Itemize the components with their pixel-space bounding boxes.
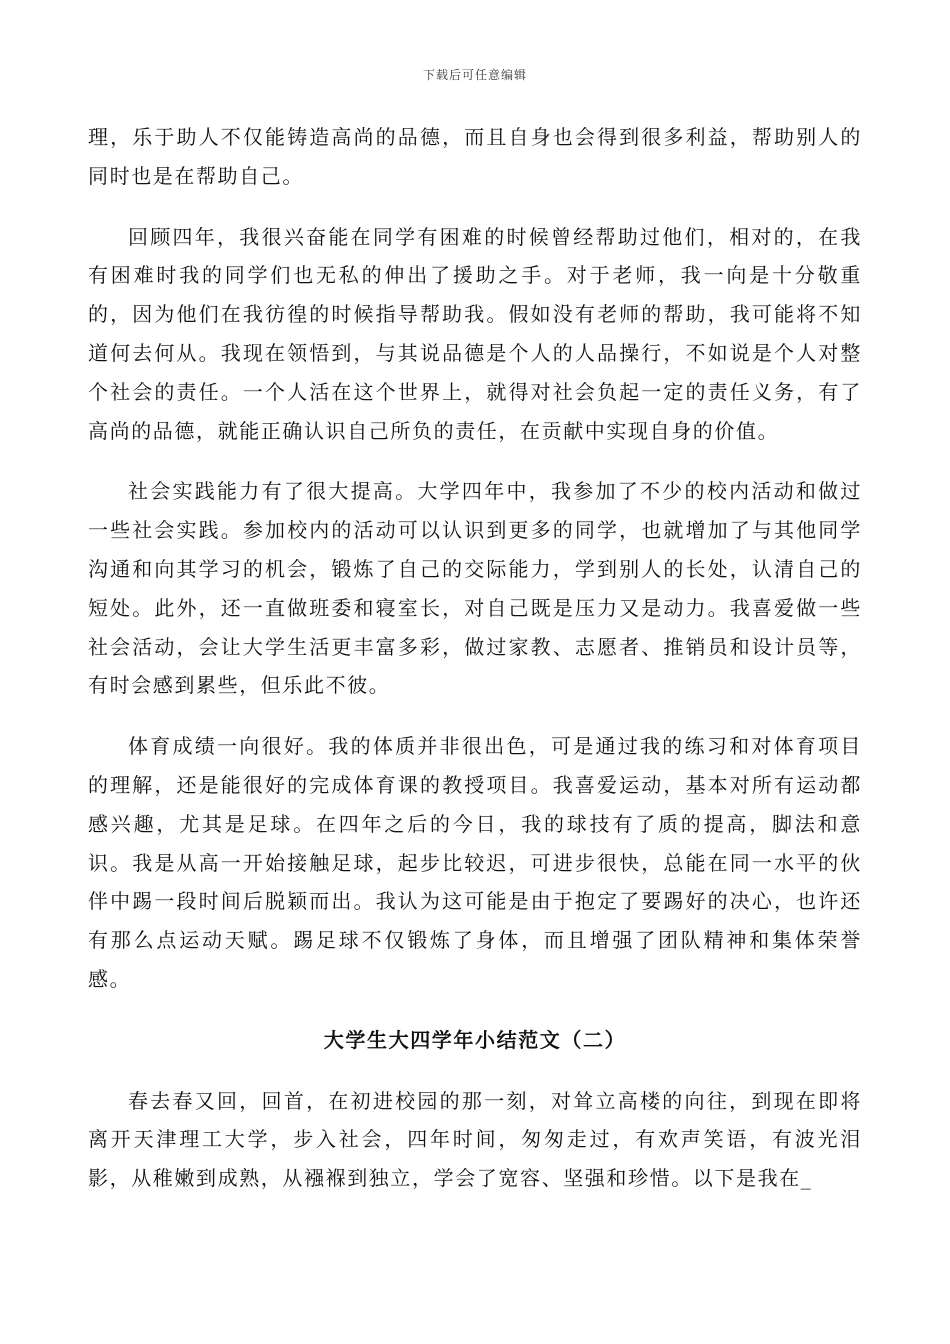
paragraph-continuation: 理，乐于助人不仅能铸造高尚的品德，而且自身也会得到很多利益，帮助别人的同时也是在帮助自己。 <box>88 125 862 188</box>
page-header-note: 下载后可任意编辑 <box>422 68 527 82</box>
paragraph-review: 回顾四年，我很兴奋能在同学有困难的时候曾经帮助过他们，相对的，在我有困难时我的同学们也无私的伸出了援助之手。对于老师，我一向是十分敬重的，因为他们在我彷徨的时候指导帮助我。假如没有老师的帮助，我可能将不知道何去何从。我现在领悟到，与其说品德是个人的人品操行，不如说是个人对整个社会的责任。一个人活在这个世界上，就得对社会负起一定的责任义务，有了高尚的品德，就能正确认识自己所负的责任，在贡献中实现自身的价值。 <box>88 224 862 443</box>
paragraph-sports: 体育成绩一向很好。我的体质并非很出色，可是通过我的练习和对体育项目的理解，还是能很好的完成体育课的教授项目。我喜爱运动，基本对所有运动都感兴趣，尤其是足球。在四年之后的今日，我的球技有了质的提高，脚法和意识。我是从高一开始接触足球，起步比较迟，可进步很快，总能在同一水平的伙伴中踢一段时间后脱颖而出。我认为这可能是由于抱定了要踢好的决心，也许还有那么点运动天赋。踢足球不仅锻炼了身体，而且增强了团队精神和集体荣誉感。 <box>88 734 862 991</box>
paragraph-intro-second: 春去春又回，回首，在初进校园的那一刻，对耸立高楼的向往，到现在即将离开天津理工大学，步入社会，四年时间，匆匆走过，有欢声笑语，有波光泪影，从稚嫩到成熟，从襁褓到独立，学会了宽容、坚强和珍惜。以下是我在_ <box>88 1088 862 1191</box>
section-heading: 大学生大四学年小结范文（二） <box>323 1027 627 1052</box>
document-body <box>88 118 862 1198</box>
paragraph-social-practice: 社会实践能力有了很大提高。大学四年中，我参加了不少的校内活动和做过一些社会实践。参加校内的活动可以认识到更多的同学，也就增加了与其他同学沟通和向其学习的机会，锻炼了自己的交际能力，学到别人的长处，认清自己的短处。此外，还一直做班委和寝室长，对自己既是压力又是动力。我喜爱做一些社会活动，会让大学生活更丰富多彩，做过家教、志愿者、推销员和设计员等，有时会感到累些，但乐此不彼。 <box>88 479 862 698</box>
